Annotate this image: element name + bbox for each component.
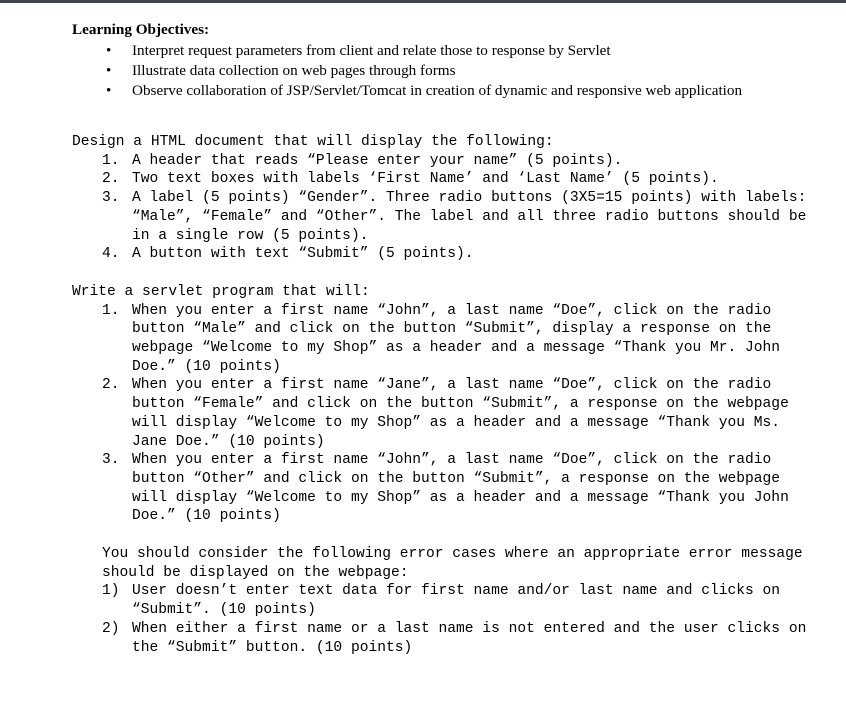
learning-objectives-heading: Learning Objectives: — [72, 21, 210, 38]
learning-objectives-list — [72, 41, 812, 101]
list-item: 2. Two text boxes with labels ‘First Name’ and ‘Last Name’ (5 points). — [102, 171, 719, 188]
servlet-task-intro: Write a servlet program that will: — [72, 283, 370, 300]
list-item: • Interpret request parameters from client and relate those to response by Servlet — [106, 42, 611, 59]
list-item: 3. When you enter a first name “John”, a last name “Doe”, click on the radio button “Other” and click on the button “Submit”, a response on the webpage will display “Welcome to my Shop” as a header and a message “Thank you John Doe.” (10 points) — [102, 452, 789, 525]
list-item: 1) User doesn’t enter text data for first name and/or last name and clicks on “Submit”. (10 points) — [102, 583, 781, 619]
list-item: 1. A header that reads “Please enter your name” (5 points). — [102, 152, 623, 169]
servlet-task-list — [72, 302, 812, 526]
list-item: 3. A label (5 points) “Gender”. Three radio buttons (3X5=15 points) with labels: “Male”, “Female” and “Other”. The label and all three radio buttons should be in a single row (5 points). — [102, 190, 807, 244]
error-cases-list — [102, 582, 812, 657]
error-cases-section — [72, 545, 812, 657]
bullet-icon: • — [106, 62, 112, 79]
list-item: 2. When you enter a first name “Jane”, a last name “Doe”, click on the radio button “Female” and click on the button “Submit”, a response on the webpage will display “Welcome to my Shop” as a header and a message “Thank you Ms. Jane Doe.” (10 points) — [102, 377, 789, 450]
html-task-section — [72, 133, 812, 264]
html-task-intro: Design a HTML document that will display the following: — [72, 134, 554, 150]
html-task-list — [72, 152, 812, 264]
error-cases-intro: You should consider the following error cases where an appropriate error message should be displayed on the webpage: — [102, 546, 812, 581]
bullet-icon: • — [106, 42, 112, 59]
list-item: 1. When you enter a first name “John”, a last name “Doe”, click on the radio button “Male” and click on the button “Submit”, display a response on the webpage “Welcome to my Shop” as a header and a message “Thank you Mr. John Doe.” (10 points) — [102, 302, 781, 375]
list-item: 2) When either a first name or a last name is not entered and the user clicks on the “Submit” button. (10 points) — [102, 620, 807, 656]
window-top-border — [0, 0, 846, 3]
learning-objectives-section — [72, 20, 812, 101]
bullet-icon: • — [106, 82, 112, 99]
list-item: • Observe collaboration of JSP/Servlet/Tomcat in creation of dynamic and responsive web application — [106, 82, 743, 99]
list-item: • Illustrate data collection on web pages through forms — [106, 62, 456, 79]
list-item: 4. A button with text “Submit” (5 points). — [102, 246, 474, 263]
document-page — [72, 20, 812, 657]
servlet-task-section — [72, 283, 812, 526]
